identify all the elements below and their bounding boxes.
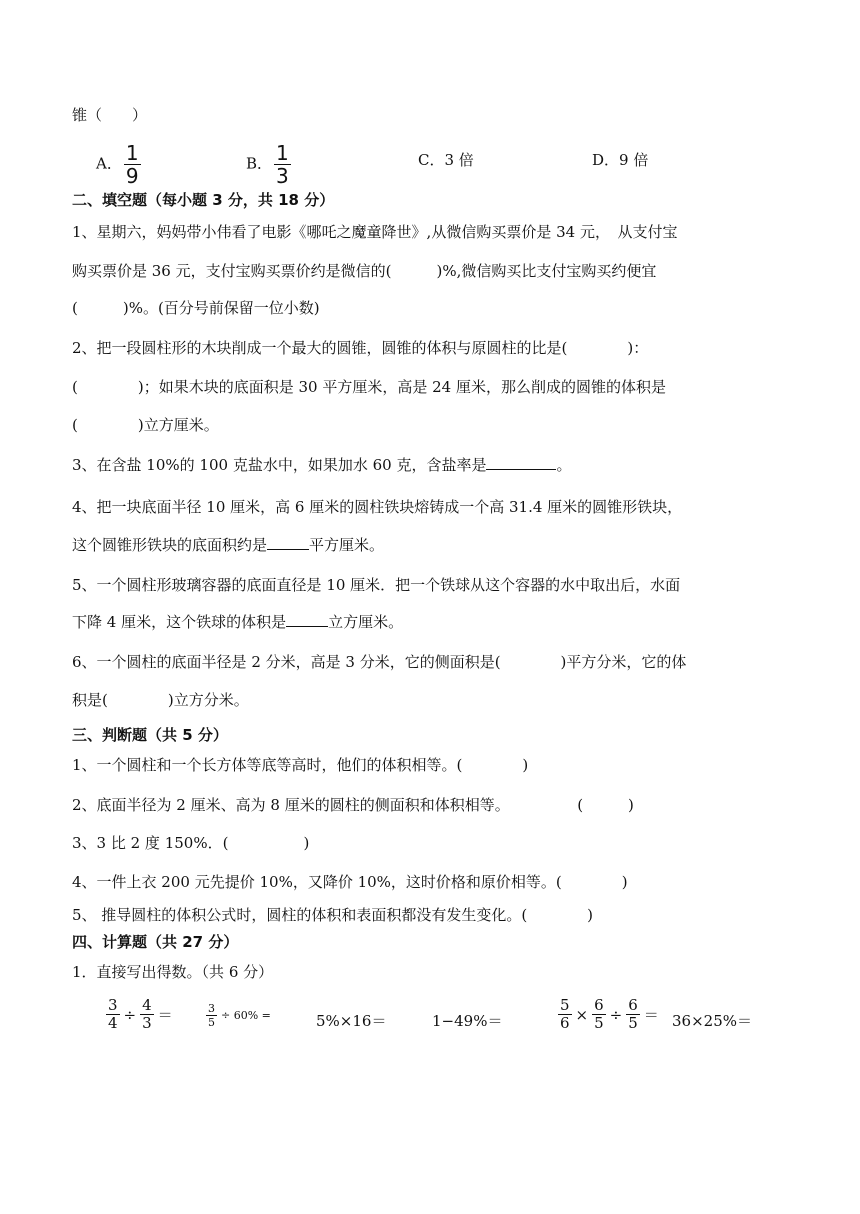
option-a: [96, 143, 143, 186]
operator: ×: [575, 1005, 589, 1024]
numerator: 4: [142, 996, 152, 1014]
denominator: 3: [142, 1014, 152, 1032]
fill-q1-line1: 1、星期六，妈妈带小伟看了电影《哪吒之魔童降世》,从微信购买票价是 34 元， 从支付宝: [72, 223, 678, 241]
fill-q5-line1: 5、一个圆柱形玻璃容器的底面直径是 10 厘米．把一个铁球从这个容器的水中取出后，水面: [72, 576, 681, 594]
section4-heading: 四、计算题（共 27 分）: [72, 933, 239, 951]
answer-blank[interactable]: [486, 455, 556, 470]
answer-blank[interactable]: [286, 612, 328, 627]
operator: ÷: [609, 1005, 623, 1024]
denominator: 6: [560, 1014, 570, 1032]
option-a-numerator: 1: [125, 141, 139, 165]
fill-q6-line2: 积是( )立方分米。: [72, 691, 249, 709]
calc-expr-5: [556, 998, 661, 1031]
option-c: C．3 倍: [418, 151, 474, 169]
fill-q2-line1: 2、把一段圆柱形的木块削成一个最大的圆锥，圆锥的体积与原圆柱的比是( )：: [72, 339, 649, 357]
judge-item-3: 3、3 比 2 度 150%．( ): [72, 834, 310, 852]
option-a-denominator: 9: [125, 164, 139, 188]
numerator: 3: [208, 1002, 215, 1015]
fill-q6-line1: 6、一个圆柱的底面半径是 2 分米，高是 3 分米，它的侧面积是( )平方分米，它的体: [72, 653, 687, 671]
fill-q5-text: 下降 4 厘米，这个铁球的体积是: [72, 613, 287, 631]
fill-q1-line3: ( )%。(百分号前保留一位小数): [72, 299, 320, 317]
fraction: [206, 1003, 217, 1028]
fraction: [140, 998, 154, 1031]
fill-q1-line2: 购买票价是 36 元，支付宝购买票价约是微信的( )%,微信购买比支付宝购买约便宜: [72, 262, 657, 280]
option-a-fraction: [124, 143, 141, 186]
fraction: [626, 998, 640, 1031]
fill-q4-line1: 4、把一块底面半径 10 厘米，高 6 厘米的圆柱铁块熔铸成一个高 31.4 厘米的圆锥形铁块，: [72, 498, 683, 516]
option-b-denominator: 3: [276, 164, 289, 188]
calc-expr-1: [104, 998, 175, 1031]
fraction: [558, 998, 572, 1031]
fill-q4-text: 这个圆锥形铁块的底面积约是: [72, 536, 268, 554]
fraction: [106, 998, 120, 1031]
calc-expr-2: [204, 1003, 271, 1028]
option-b-label: B．: [246, 154, 273, 173]
numerator: 3: [108, 996, 118, 1014]
denominator: 5: [208, 1016, 215, 1029]
calc-sub1-title: 1．直接写出得数。（共 6 分）: [72, 963, 274, 981]
fill-q3: [72, 455, 571, 475]
judge-item-2: 2、底面半径为 2 厘米、高为 8 厘米的圆柱的侧面积和体积相等。 ( ): [72, 796, 634, 814]
fill-q4-unit: 平方厘米。: [309, 536, 385, 554]
denominator: 5: [628, 1014, 638, 1032]
question-tail: 锥（ ）: [72, 106, 148, 124]
operator: ÷: [123, 1005, 137, 1024]
option-b-fraction: [274, 143, 291, 186]
calc-expr-3: 5%×16＝: [316, 1012, 387, 1030]
answer-blank[interactable]: [267, 535, 309, 550]
option-b-numerator: 1: [276, 141, 289, 165]
option-a-label: A．: [96, 154, 122, 173]
judge-item-5: 5、 推导圆柱的体积公式时，圆柱的体积和表面积都没有发生变化。( ): [72, 906, 594, 924]
denominator: 5: [594, 1014, 604, 1032]
numerator: 5: [560, 996, 570, 1014]
option-d: D．9 倍: [592, 151, 649, 169]
section3-heading: 三、判断题（共 5 分）: [72, 726, 228, 744]
section2-heading: 二、填空题（每小题 3 分，共 18 分）: [72, 191, 335, 209]
judge-item-1: 1、一个圆柱和一个长方体等底等高时，他们的体积相等。( ): [72, 756, 529, 774]
judge-item-4: 4、一件上衣 200 元先提价 10%，又降价 10%，这时价格和原价相等。( ): [72, 873, 628, 891]
denominator: 4: [108, 1014, 118, 1032]
expr-rest: ÷ 60% =: [221, 1009, 271, 1022]
numerator: 6: [594, 996, 604, 1014]
fill-q2-line3: ( )立方厘米。: [72, 416, 219, 434]
fill-q3-text: 3、在含盐 10%的 100 克盐水中，如果加水 60 克，含盐率是: [72, 456, 487, 474]
option-b: [246, 143, 293, 186]
fill-q2-line2: ( )；如果木块的底面积是 30 平方厘米，高是 24 厘米，那么削成的圆锥的体积是: [72, 378, 666, 396]
equals: ＝: [157, 1006, 173, 1024]
calc-expr-6: 36×25%＝: [672, 1012, 752, 1030]
calc-expr-4: 1−49%＝: [432, 1012, 503, 1030]
fraction: [592, 998, 606, 1031]
fill-q4-line2: [72, 535, 384, 555]
fill-q5-unit: 立方厘米。: [328, 613, 404, 631]
fill-q5-line2: [72, 612, 403, 632]
fill-q3-end: 。: [556, 456, 572, 474]
equals: ＝: [643, 1006, 659, 1024]
numerator: 6: [628, 996, 638, 1014]
